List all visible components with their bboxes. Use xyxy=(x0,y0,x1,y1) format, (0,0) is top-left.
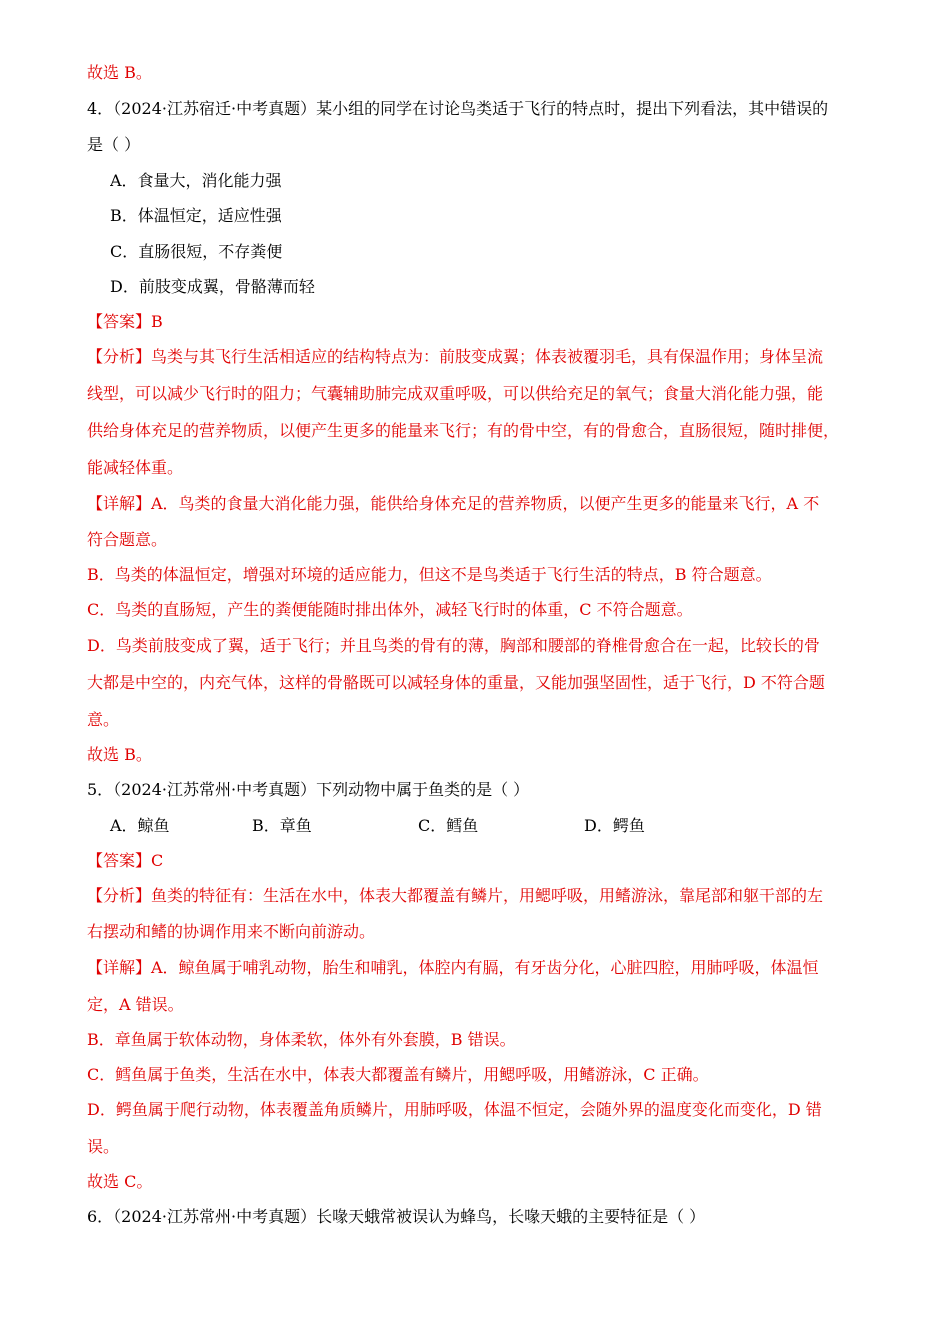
detail-q5-c: C．鳕鱼属于鱼类，生活在水中，体表大都覆盖有鳞片，用鳃呼吸，用鳍游泳，C 正确。 xyxy=(87,1065,709,1084)
detail-q5-b: B．章鱼属于软体动物，身体柔软，体外有外套膜，B 错误。 xyxy=(87,1030,516,1049)
analysis-q4-line4: 能减轻体重。 xyxy=(87,458,184,477)
question-5-option-a: A．鲸鱼 xyxy=(110,816,170,835)
question-5-option-c: C．鳕鱼 xyxy=(418,816,479,835)
detail-q4-c: C．鸟类的直肠短，产生的粪便能随时排出体外，减轻飞行时的体重，C 不符合题意。 xyxy=(87,600,693,619)
analysis-q5-line1: 【分析】鱼类的特征有：生活在水中，体表大都覆盖有鳞片，用鳃呼吸，用鳍游泳，靠尾部和躯干部的左 xyxy=(87,886,824,905)
question-4-option-d: D．前肢变成翼，骨骼薄而轻 xyxy=(110,277,315,296)
question-5-stem: 5．（2024·江苏常州·中考真题）下列动物中属于鱼类的是（ ） xyxy=(87,780,530,799)
question-6-stem: 6．（2024·江苏常州·中考真题）长喙天蛾常被误认为蜂鸟，长喙天蛾的主要特征是（ ） xyxy=(87,1207,706,1226)
question-5-option-b: B．章鱼 xyxy=(252,816,312,835)
question-5-option-d: D．鳄鱼 xyxy=(584,816,645,835)
detail-q4-line2: 符合题意。 xyxy=(87,530,168,549)
detail-q4-d-line1: D．鸟类前肢变成了翼，适于飞行；并且鸟类的骨有的薄，胸部和腰部的脊椎骨愈合在一起，比较长的骨 xyxy=(87,636,820,655)
analysis-q5-line2: 右摆动和鳍的协调作用来不断向前游动。 xyxy=(87,922,376,941)
detail-q5-a-line1: 【详解】A．鲸鱼属于哺乳动物，胎生和哺乳，体腔内有膈，有牙齿分化，心脏四腔，用肺呼吸，体温恒 xyxy=(87,958,819,977)
conclusion-q3: 故选 B。 xyxy=(87,63,152,82)
detail-q5-d-line2: 误。 xyxy=(87,1137,120,1156)
detail-q4-b: B．鸟类的体温恒定，增强对环境的适应能力，但这不是鸟类适于飞行生活的特点，B 符合题意。 xyxy=(87,565,772,584)
analysis-q4-line1: 【分析】鸟类与其飞行生活相适应的结构特点为：前肢变成翼；体表被覆羽毛，具有保温作用；身体呈流 xyxy=(87,347,824,366)
analysis-q4-line3: 供给身体充足的营养物质，以便产生更多的能量来飞行；有的骨中空，有的骨愈合，直肠很短，随时排便， xyxy=(87,421,840,440)
detail-q5-a-line2: 定，A 错误。 xyxy=(87,995,184,1014)
answer-q5: 【答案】C xyxy=(87,851,164,870)
question-4-stem: 4．（2024·江苏宿迁·中考真题）某小组的同学在讨论鸟类适于飞行的特点时，提出下列看法，其中错误的 xyxy=(87,99,829,118)
detail-q4-d-line2: 大都是中空的，内充气体，这样的骨骼既可以减轻身体的重量，又能加强坚固性，适于飞行，D 不符合题 xyxy=(87,673,825,692)
question-4-option-c: C．直肠很短，不存粪便 xyxy=(110,242,283,261)
question-4-option-a: A．食量大，消化能力强 xyxy=(110,171,282,190)
analysis-q4-line2: 线型，可以减少飞行时的阻力；气囊辅助肺完成双重呼吸，可以供给充足的氧气；食量大消化能力强，能 xyxy=(87,384,824,403)
conclusion-q4: 故选 B。 xyxy=(87,745,152,764)
answer-q4: 【答案】B xyxy=(87,312,163,331)
detail-q4-line1: 【详解】A．鸟类的食量大消化能力强，能供给身体充足的营养物质，以便产生更多的能量来飞行，A 不 xyxy=(87,494,820,513)
conclusion-q5: 故选 C。 xyxy=(87,1172,153,1191)
question-4-stem-cont: 是（ ） xyxy=(87,135,141,154)
detail-q5-d-line1: D．鳄鱼属于爬行动物，体表覆盖角质鳞片，用肺呼吸，体温不恒定，会随外界的温度变化而变化，D 错 xyxy=(87,1100,822,1119)
question-4-option-b: B．体温恒定，适应性强 xyxy=(110,206,282,225)
detail-q4-d-line3: 意。 xyxy=(87,710,120,729)
